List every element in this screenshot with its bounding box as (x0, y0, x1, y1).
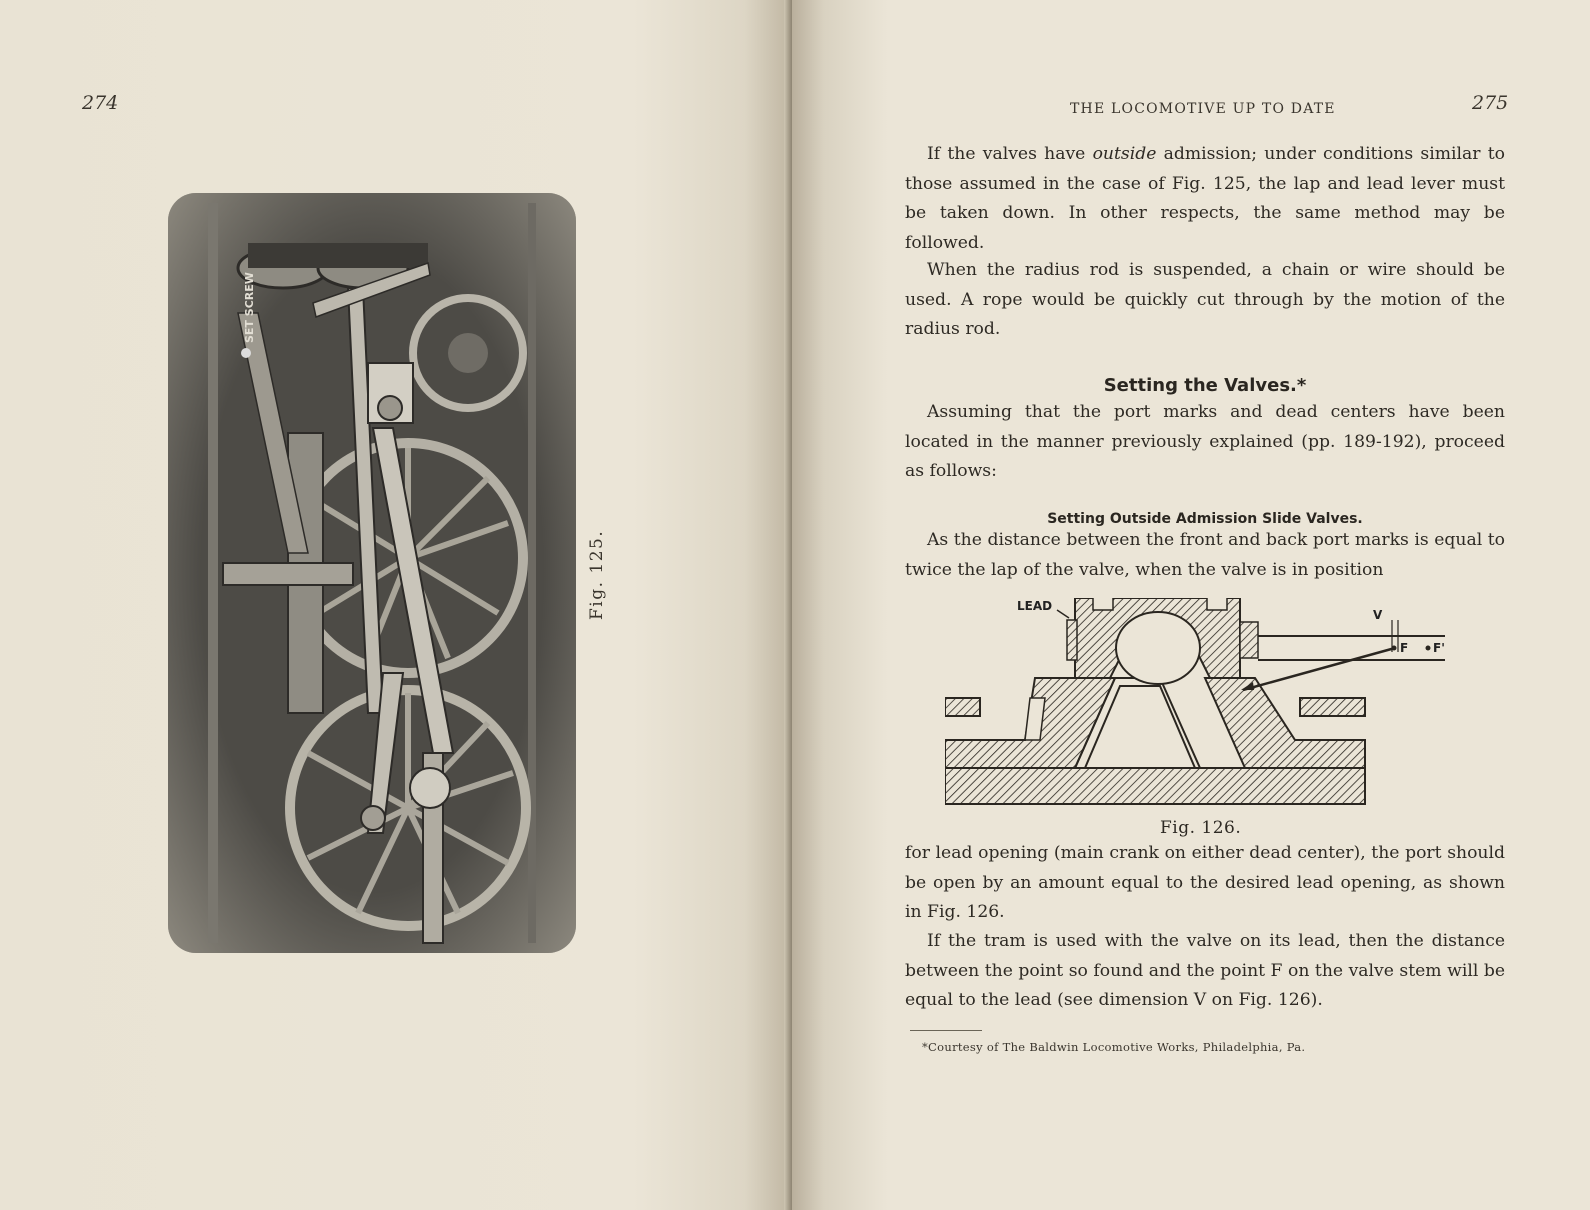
paragraph-outside-admission (905, 140, 1505, 258)
figure-125-caption: Fig. 125. (587, 529, 607, 620)
label-f: F (1400, 641, 1409, 655)
para1-italic: outside (1092, 144, 1157, 164)
label-v: V (1373, 608, 1383, 622)
para1-before: If the valves have (927, 144, 1093, 164)
paragraph-tram (905, 927, 1505, 1016)
footnote: *Courtesy of The Baldwin Locomotive Works, Philadelphia, Pa. (922, 1040, 1306, 1054)
para2-text: When the radius rod is suspended, a chain or wire should be used. A rope would be quickly cut through by the motion of the radius rod. (905, 260, 1505, 339)
page-number-left: 274 (82, 92, 119, 114)
photo-label-set-screw: SET SCREW (243, 272, 256, 343)
valve-gear-illustration (168, 193, 576, 953)
left-page (0, 0, 792, 1210)
section-heading: Setting the Valves.* (1103, 375, 1307, 396)
page-number-right: 275 (1472, 92, 1509, 114)
para4-text: As the distance between the front and back port marks is equal to twice the lap of the valve, when the valve is in position (905, 530, 1505, 580)
para1-after: admission; under conditions similar to those assumed in the case of Fig. 125, the lap and lead lever must be taken down. In other respects, the same method may be followed. (905, 144, 1505, 253)
label-f-prime: F' (1433, 641, 1445, 655)
para6-text: If the tram is used with the valve on its lead, then the distance between the point so found and the point F on the valve stem will be equal to the lead (see dimension V on Fig. 126). (905, 931, 1505, 1010)
running-head: THE LOCOMOTIVE UP TO DATE (1070, 101, 1336, 117)
slide-valve-section-drawing (945, 598, 1465, 813)
label-lead: LEAD (1017, 599, 1053, 613)
subsection-heading: Setting Outside Admission Slide Valves. (1047, 511, 1363, 527)
paragraph-assuming (905, 398, 1505, 487)
paragraph-distance (905, 526, 1505, 585)
figure-126-caption: Fig. 126. (1160, 818, 1242, 838)
paragraph-radius-rod (905, 256, 1505, 345)
figure-126-diagram (945, 598, 1465, 817)
para3-text: Assuming that the port marks and dead centers have been located in the manner previously explained (pp. 189-192), proceed as follows: (905, 402, 1505, 481)
footnote-rule (910, 1030, 982, 1031)
paragraph-lead-opening (905, 839, 1505, 928)
para5-text: for lead opening (main crank on either dead center), the port should be open by an amount equal to the desired lead opening, as shown in Fig. 126. (905, 843, 1505, 922)
locomotive-valve-gear-photo (168, 193, 576, 953)
